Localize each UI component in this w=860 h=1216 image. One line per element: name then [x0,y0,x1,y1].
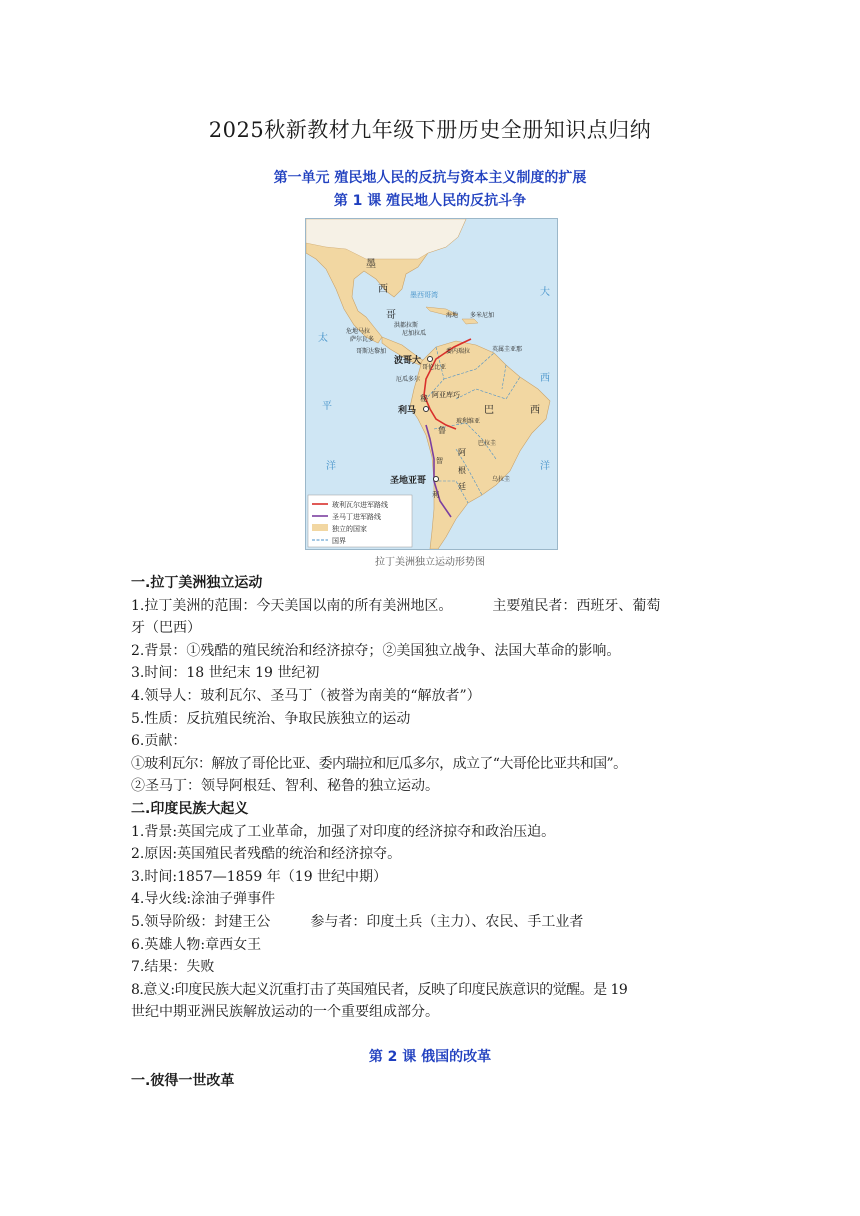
map-label-honduras: 洪都拉斯 [394,322,419,329]
text-line: ②圣马丁：领导阿根廷、智利、秘鲁的独立运动。 [131,778,439,795]
map-label-mexico2: 西 [378,284,388,295]
text-line: 3.时间:1857—1859 年（19 世纪中期） [131,868,388,885]
map-label-atlantic2: 西 [540,373,550,384]
map-label-peru: 秘 [420,394,428,403]
map-label-uruguay: 乌拉圭 [492,476,511,483]
text-line [131,595,731,618]
section-heading-india: 二.印度民族大起义 [131,800,249,817]
map-label-haiti: 海地 [446,312,459,319]
map-label-costarica: 哥斯达黎加 [356,348,387,355]
map-label-argentina1: 阿 [458,448,466,457]
map-label-mexico1: 墨 [366,259,376,270]
map-label-colombia: 哥伦比亚 [422,364,447,371]
text-line: 世纪中期亚洲民族解放运动的一个重要组成部分。 [131,1004,439,1021]
legend-border: 国界 [332,537,346,545]
map-label-brazil2: 西 [530,405,540,416]
map-label-mexico3: 哥 [386,310,396,321]
text-line: 1.背景:英国完成了工业革命，加强了对印度的经济掠夺和政治压迫。 [131,823,556,840]
page-title: 2025秋新教材九年级下册历史全册知识点归纳 [208,118,652,142]
text-line: 4.导火线:涂油子弹事件 [131,891,276,908]
text-line: 5.性质：反抗殖民统治、争取民族独立的运动 [131,710,411,727]
lesson2-title: 第 2 课 俄国的改革 [368,1049,492,1065]
map-label-argentina2: 根 [458,466,466,475]
map-label-bogota: 波哥大 [394,356,422,366]
map-label-guyana: 英属圭亚那 [492,346,523,353]
unit-title: 第一单元 殖民地人民的反抗与资本主义制度的扩展 [273,170,587,186]
santiago-marker [434,477,439,482]
map-label-pacific1: 太 [318,333,328,344]
map-legend [308,495,412,547]
text-segment: 1.拉丁美洲的范围：今天美国以南的所有美洲地区。 [131,597,453,614]
lesson1-title: 第 1 课 殖民地人民的反抗斗争 [333,193,527,209]
map-label-atlantic1: 大 [540,287,550,298]
map-label-brazil1: 巴 [484,405,494,416]
legend-bolivar: 玻利瓦尔进军路线 [332,501,388,509]
map-label-argentina3: 廷 [458,482,466,491]
text-line [131,911,731,934]
text-segment: 5.领导阶级：封建王公 [131,913,271,930]
text-line: 4.领导人：玻利瓦尔、圣马丁（被誉为南美的“解放者”） [131,687,481,704]
text-line: 牙（巴西） [131,620,201,637]
section-heading-latin: 一.拉丁美洲独立运动 [131,575,263,591]
map-label-gulf: 墨西哥湾 [410,291,438,299]
section-heading-peter: 一.彼得一世改革 [131,1073,235,1089]
legend-san-martin: 圣马丁进军路线 [332,513,381,521]
map-label-pacific3: 洋 [326,461,336,472]
map-label-guatemala: 危地马拉 [346,328,371,335]
text-line: 2.原因:英国殖民者残酷的统治和经济掠夺。 [131,846,402,863]
text-line: 3.时间：18 世纪末 19 世纪初 [131,665,320,682]
map-label-paraguay: 巴拉圭 [478,440,497,447]
text-line: 7.结果：失败 [131,959,215,976]
map-label-ecuador: 厄瓜多尔 [396,376,421,383]
map-label-ayacucho: 阿亚库巧 [432,391,460,399]
text-segment: 参与者：印度土兵（主力）、农民、手工业者 [310,913,584,930]
map-label-santiago: 圣地亚哥 [390,476,427,486]
map-label-nicaragua: 尼加拉瓜 [402,330,427,337]
text-line: 6.英雄人物:章西女王 [131,936,262,953]
legend-independent: 独立的国家 [332,525,367,533]
lima-marker [424,407,429,412]
lesson1-content [131,572,731,1024]
map-label-venezuela: 委内瑞拉 [446,348,471,355]
text-line: ①玻利瓦尔：解放了哥伦比亚、委内瑞拉和厄瓜多尔，成立了“大哥伦比亚共和国”。 [131,755,627,772]
map-label-peru2: 鲁 [438,426,446,435]
text-line: 2.背景：①残酷的殖民统治和经济掠夺；②美国独立战争、法国大革命的影响。 [131,642,621,659]
bogota-marker [428,357,433,362]
map-label-salvador: 萨尔瓦多 [350,336,375,343]
map-caption: 拉丁美洲独立运动形势图 [375,557,485,568]
map-label-pacific2: 平 [322,401,332,412]
map-label-lima: 利马 [398,406,417,416]
map-label-chile: 智 [436,457,443,465]
latin-america-map [305,218,558,550]
text-segment: 主要殖民者：西班牙、葡萄 [492,597,661,614]
map-label-bolivia: 玻利维亚 [456,418,481,425]
map-label-chile2: 利 [432,491,439,499]
text-line: 6.贡献： [131,733,187,750]
map-label-dominica: 多米尼加 [470,312,495,319]
text-line: 8.意义:印度民族大起义沉重打击了英国殖民者，反映了印度民族意识的觉醒。是 19 [131,981,628,998]
map-label-atlantic3: 洋 [540,461,550,472]
